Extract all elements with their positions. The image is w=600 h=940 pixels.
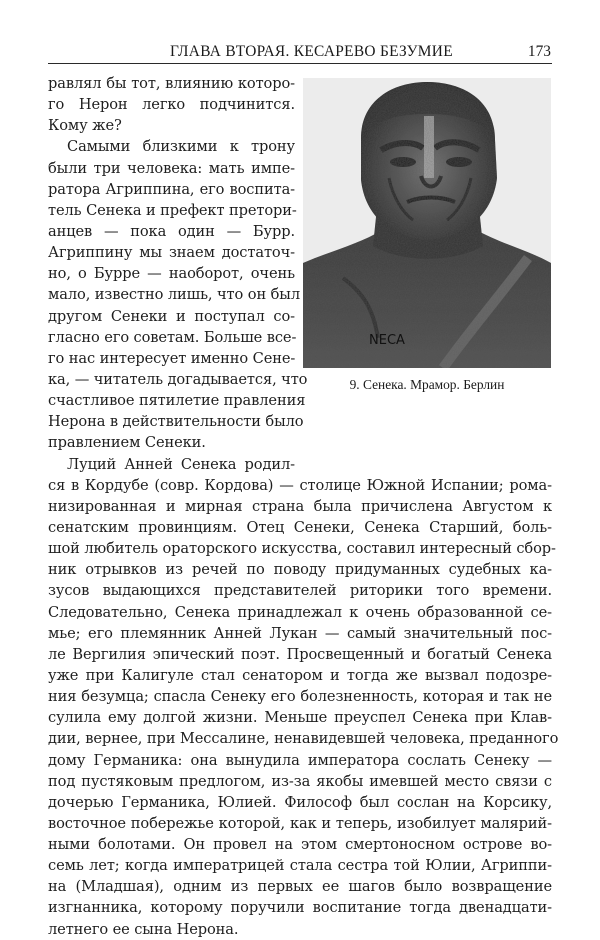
- text-line: дому Германика: она вынудила императора сослать Сенеку —: [48, 751, 552, 769]
- paragraph-start-line: Луций Анней Сенека родил-: [67, 455, 295, 473]
- text-line: под пустяковым предлогом, из-за якобы имевшей место связи с: [48, 772, 552, 790]
- text-line: анцев — пока один — Бурр.: [48, 222, 295, 240]
- body-text: [48, 73, 559, 940]
- figure-caption: 9. Сенека. Мрамор. Берлин: [349, 377, 505, 392]
- text-line: ными болотами. Он провел на этом смертоносном острове во-: [48, 836, 552, 854]
- running-header: [48, 43, 552, 64]
- text-line: мало, известно лишь, что он был: [48, 286, 300, 304]
- text-line: семь лет; когда императрицей стала сестра той Юлии, Агриппи-: [48, 857, 552, 875]
- bust-inscription: NECA: [369, 333, 405, 348]
- text-line: другом Сенеки и поступал со-: [48, 307, 295, 325]
- text-line: ния безумца; спасла Сенеку его болезненность, которая и так не: [48, 688, 552, 706]
- text-line: го Нерон легко подчинится.: [48, 96, 295, 114]
- text-line: Кому же?: [48, 117, 122, 135]
- text-line: зусов выдающихся представителей риторики того времени.: [48, 582, 552, 600]
- text-line: ка, — читатель догадывается, что: [48, 370, 308, 388]
- paragraph-start-line: Самыми близкими к трону: [67, 138, 295, 156]
- text-line: ник отрывков из речей по поводу придуманных судебных ка-: [48, 561, 552, 579]
- text-line: дии, вернее, при Мессалине, ненавидевшей человека, преданного: [48, 730, 559, 748]
- text-line: но, о Бурре — наоборот, очень: [48, 265, 295, 283]
- text-line: равлял бы тот, влиянию которо-: [48, 75, 295, 92]
- text-line: мье; его племянник Анней Лукан — самый значительный пос-: [48, 624, 552, 642]
- chapter-title: ГЛАВА ВТОРАЯ. КЕСАРЕВО БЕЗУМИЕ: [170, 43, 453, 60]
- text-line: уже при Калигуле стал сенатором и тогда же вызвал подозре-: [48, 666, 552, 684]
- text-line: изгнанника, которому поручили воспитание тогда двенадцати-: [48, 899, 552, 917]
- text-line: сулила ему долгой жизни. Меньше преуспел Сенека при Клав-: [48, 709, 552, 727]
- text-line: летнего ее сына Нерона.: [48, 920, 239, 938]
- text-line: гласно его советам. Больше все-: [48, 328, 297, 346]
- text-line: тель Сенека и префект претори-: [48, 201, 297, 219]
- text-line: Следовательно, Сенека принадлежал к очень образованной се-: [48, 603, 552, 621]
- text-line: на (Младшая), одним из первых ее шагов было возвращение: [48, 878, 552, 896]
- text-line: шой любитель ораторского искусства, составил интересный сбор-: [48, 540, 556, 558]
- text-line: низированная и мирная страна была причислена Августом к: [48, 497, 552, 515]
- page-number: 173: [527, 43, 551, 60]
- text-line: ся в Кордубе (совр. Кордова) — столице Южной Испании; рома-: [48, 476, 552, 494]
- text-line: дочерью Германика, Юлией. Философ был сослан на Корсику,: [48, 793, 552, 811]
- text-line: были три человека: мать импе-: [48, 159, 295, 177]
- text-line: Агриппину мы знаем достаточ-: [48, 244, 295, 262]
- text-line: ратора Агриппина, его воспита-: [48, 180, 295, 198]
- text-line: сенатским провинциям. Отец Сенеки, Сенека Старший, боль-: [48, 518, 552, 536]
- text-line: Нерона в действительности было: [48, 413, 304, 431]
- text-line: ле Вергилия эпический поэт. Просвещенный и богатый Сенека: [48, 645, 552, 663]
- text-line: восточное побережье которой, как и теперь, изобилует малярий-: [48, 814, 552, 832]
- text-line: го нас интересует именно Сене-: [48, 349, 296, 367]
- text-line: правлением Сенеки.: [48, 434, 206, 452]
- text-line: счастливое пятилетие правления: [48, 392, 306, 410]
